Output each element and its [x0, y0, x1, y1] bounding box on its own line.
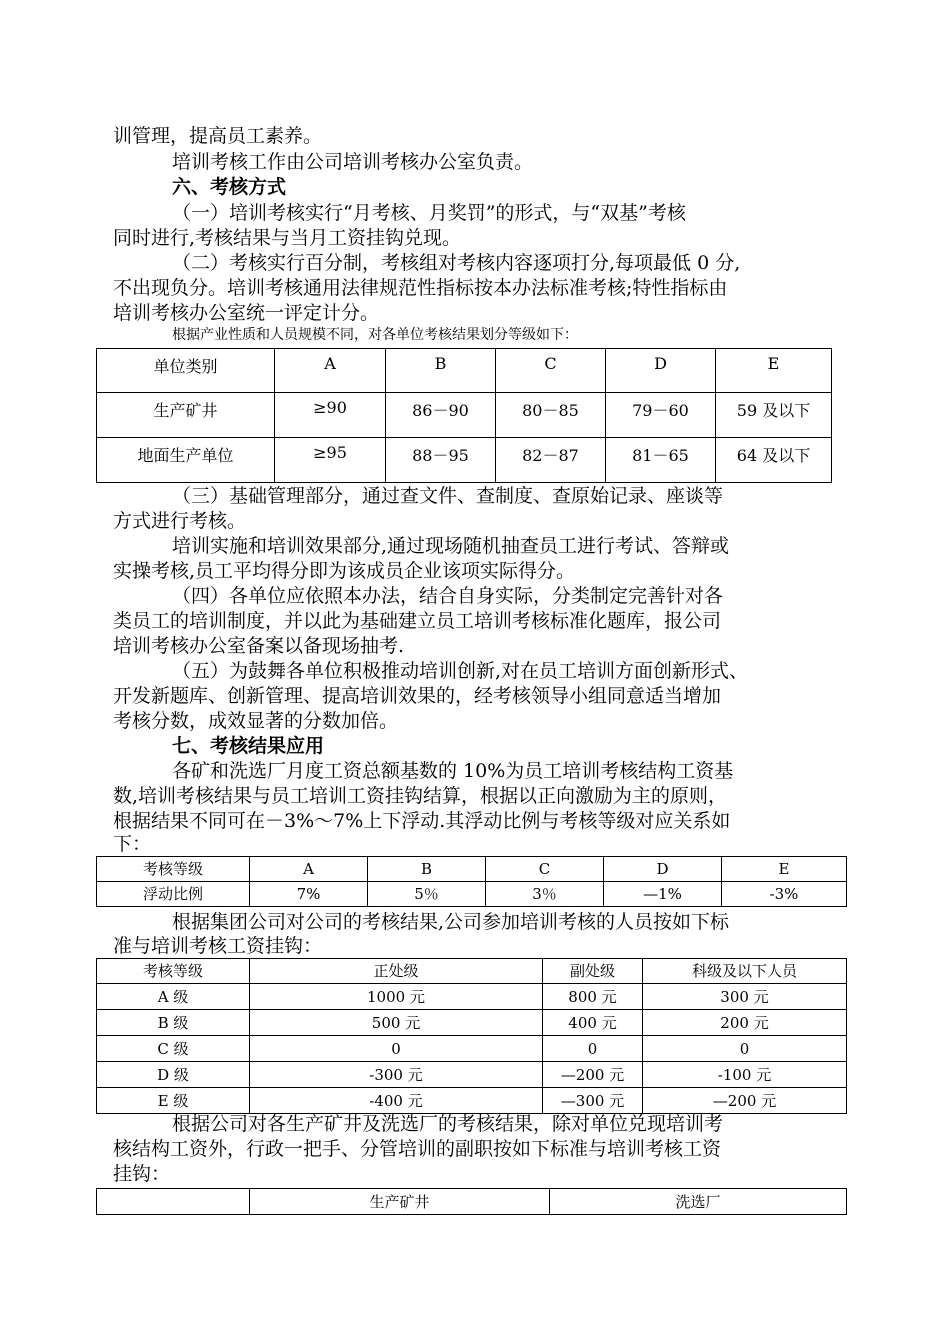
table-header-cell: 生产矿井 — [250, 1189, 550, 1215]
table-header-cell: 单位类别 — [97, 349, 275, 393]
table-cell: A 级 — [97, 984, 250, 1010]
table-cell: —1% — [604, 882, 722, 907]
table-cell: —200 元 — [543, 1062, 643, 1088]
table-header-cell: 科级及以下人员 — [643, 959, 847, 984]
paragraph-text: 方式进行考核。 — [113, 510, 247, 532]
table-cell: 88－95 — [386, 438, 496, 483]
paragraph-text: 考核分数，成效显著的分数加倍。 — [113, 710, 399, 732]
paragraph-text: （三）基础管理部分，通过查文件、查制度、查原始记录、座谈等 — [172, 485, 724, 507]
table-cell: ≥95 — [275, 438, 386, 483]
table-cell: 0 — [643, 1036, 847, 1062]
paragraph-text: 培训实施和培训效果部分,通过现场随机抽查员工进行考试、答辩或 — [172, 535, 730, 557]
paragraph-text: （一）培训考核实行“月考核、月奖罚”的形式，与“双基”考核 — [172, 202, 686, 224]
table-header-cell — [97, 1189, 250, 1215]
table-row — [97, 882, 847, 907]
table-cell: 64 及以下 — [716, 438, 832, 483]
table-cell: 800 元 — [543, 984, 643, 1010]
table-cell: 59 及以下 — [716, 393, 832, 438]
table-header-cell: 正处级 — [250, 959, 543, 984]
table-cell: 地面生产单位 — [97, 438, 275, 483]
section-heading-6: 六、考核方式 — [172, 176, 287, 198]
table-header-cell: A — [250, 857, 368, 882]
paragraph-text: （五）为鼓舞各单位积极推动培训创新,对在员工培训方面创新形式、 — [172, 660, 749, 682]
table-header-row — [97, 959, 847, 984]
paragraph-text: （二）考核实行百分制，考核组对考核内容逐项打分,每项最低 0 分, — [172, 252, 741, 274]
paragraph-text: 挂钩： — [113, 1163, 171, 1185]
table-cell: 200 元 — [643, 1010, 847, 1036]
table-cell: —200 元 — [643, 1088, 847, 1114]
table-row — [97, 438, 832, 483]
table-cell: 81－65 — [606, 438, 716, 483]
paragraph-text: 培训考核工作由公司培训考核办公室负责。 — [172, 151, 534, 173]
paragraph-text: （四）各单位应依照本办法，结合自身实际，分类制定完善针对各 — [172, 585, 724, 607]
table-row — [97, 1036, 847, 1062]
table-header-cell: 副处级 — [543, 959, 643, 984]
section-heading-7: 七、考核结果应用 — [172, 735, 325, 757]
float-ratio-table — [96, 856, 847, 907]
table-cell: 0 — [543, 1036, 643, 1062]
paragraph-text: 根据结果不同可在－3%～7%上下浮动.其浮动比例与考核等级对应关系如 — [113, 810, 731, 832]
table-row — [97, 1010, 847, 1036]
paragraph-text: 开发新题库、创新管理、提高培训效果的，经考核领导小组同意适当增加 — [113, 685, 722, 707]
table-cell: E 级 — [97, 1088, 250, 1114]
table-row — [97, 1088, 847, 1114]
paragraph-text: 核结构工资外，行政一把手、分管培训的副职按如下标准与培训考核工资 — [113, 1138, 722, 1160]
table-header-cell: C — [496, 349, 606, 393]
table-cell: 300 元 — [643, 984, 847, 1010]
table-header-cell: D — [606, 349, 716, 393]
table-header-cell: 考核等级 — [97, 857, 250, 882]
table-cell: —300 元 — [543, 1088, 643, 1114]
table-header-row — [97, 349, 832, 393]
table-header-cell: C — [486, 857, 604, 882]
paragraph-text: 不出现负分。培训考核通用法律规范性指标按本办法标准考核;特性指标由 — [113, 277, 728, 299]
table-cell: 79－60 — [606, 393, 716, 438]
table-cell: 生产矿井 — [97, 393, 275, 438]
table-cell: 80－85 — [496, 393, 606, 438]
table-cell: C 级 — [97, 1036, 250, 1062]
table-header-cell: D — [604, 857, 722, 882]
paragraph-text: 培训考核办公室备案以备现场抽考. — [113, 635, 405, 657]
paragraph-text: 各矿和洗选厂月度工资总额基数的 10%为员工培训考核结构工资基 — [172, 760, 734, 782]
table-header-cell: 考核等级 — [97, 959, 250, 984]
table-cell: -400 元 — [250, 1088, 543, 1114]
paragraph-text: 下： — [113, 833, 152, 855]
unit-table — [96, 1188, 847, 1215]
table-cell: 0 — [250, 1036, 543, 1062]
table-cell: 500 元 — [250, 1010, 543, 1036]
table-header-cell: A — [275, 349, 386, 393]
table-cell: B 级 — [97, 1010, 250, 1036]
table-note: 根据产业性质和人员规模不同，对各单位考核结果划分等级如下： — [172, 327, 578, 343]
table-header-row — [97, 1189, 847, 1215]
table-cell: -3% — [722, 882, 847, 907]
table-header-cell: 洗选厂 — [550, 1189, 847, 1215]
paragraph-text: 根据公司对各生产矿井及洗选厂的考核结果，除对单位兑现培训考 — [172, 1113, 724, 1135]
paragraph-text: 根据集团公司对公司的考核结果,公司参加培训考核的人员按如下标 — [172, 911, 730, 933]
table-header-cell: E — [716, 349, 832, 393]
table-header-cell: B — [386, 349, 496, 393]
paragraph-text: 类员工的培训制度，并以此为基础建立员工培训考核标准化题库，报公司 — [113, 610, 722, 632]
table-row — [97, 1062, 847, 1088]
table-header-row — [97, 857, 847, 882]
table-cell: ≥90 — [275, 393, 386, 438]
paragraph-text: 培训考核办公室统一评定计分。 — [113, 302, 380, 324]
paragraph-text: 准与培训考核工资挂钩： — [113, 935, 323, 957]
table-cell: D 级 — [97, 1062, 250, 1088]
table-cell: 1000 元 — [250, 984, 543, 1010]
grade-table — [96, 348, 832, 483]
table-cell: 7% — [250, 882, 368, 907]
table-cell: -300 元 — [250, 1062, 543, 1088]
paragraph-text: 实操考核,员工平均得分即为该成员企业该项实际得分。 — [113, 560, 576, 582]
paragraph-text: 同时进行,考核结果与当月工资挂钩兑现。 — [113, 227, 462, 249]
table-cell: 5％ — [368, 882, 486, 907]
table-header-cell: E — [722, 857, 847, 882]
paragraph-text: 数,培训考核结果与员工培训工资挂钩结算，根据以正向激励为主的原则， — [113, 785, 728, 807]
table-cell: 400 元 — [543, 1010, 643, 1036]
table-cell: 浮动比例 — [97, 882, 250, 907]
table-cell: 86－90 — [386, 393, 496, 438]
table-row — [97, 984, 847, 1010]
table-cell: -100 元 — [643, 1062, 847, 1088]
table-header-cell: B — [368, 857, 486, 882]
table-cell: 3％ — [486, 882, 604, 907]
paragraph-text: 训管理，提高员工素养。 — [113, 125, 323, 147]
salary-table — [96, 958, 847, 1114]
table-row — [97, 393, 832, 438]
table-cell: 82－87 — [496, 438, 606, 483]
